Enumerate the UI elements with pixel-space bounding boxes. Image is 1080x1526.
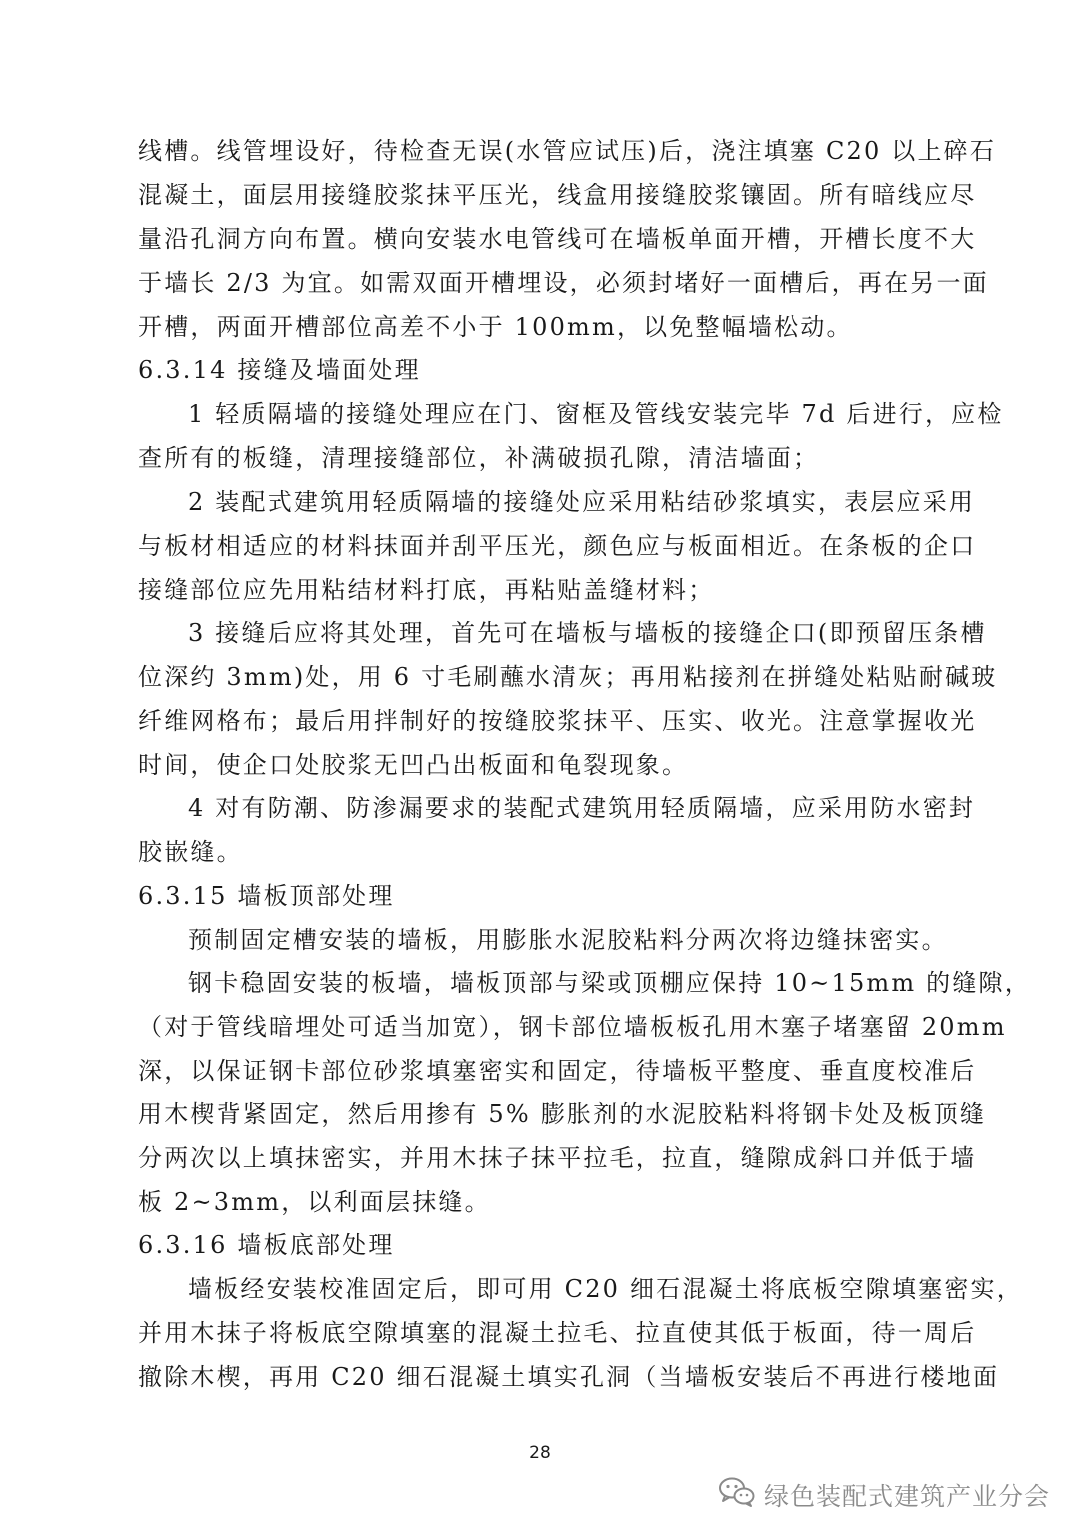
body-text-line: 与板材相适应的材料抹面并刮平压光，颜色应与板面相近。在条板的企口 bbox=[138, 532, 977, 560]
body-text-line: 接缝部位应先用粘结材料打底，再粘贴盖缝材料； bbox=[138, 576, 715, 604]
body-text-line: 撤除木楔，再用 C20 细石混凝土填实孔洞（当墙板安装后不再进行楼地面 bbox=[138, 1363, 1000, 1391]
list-item-text: 4 对有防潮、防渗漏要求的装配式建筑用轻质隔墙，应采用防水密封 bbox=[188, 794, 976, 822]
paragraph-text: 预制固定槽安装的墙板，用膨胀水泥胶粘料分两次将边缝抹密实。 bbox=[188, 926, 948, 954]
body-text-line: 位深约 3mm)处，用 6 寸毛刷蘸水清灰；再用粘接剂在拼缝处粘贴耐碱玻 bbox=[138, 663, 998, 691]
watermark bbox=[718, 1476, 1050, 1514]
list-item-text: 3 接缝后应将其处理，首先可在墙板与墙板的接缝企口(即预留压条槽 bbox=[188, 619, 987, 647]
list-item-text: 2 装配式建筑用轻质隔墙的接缝处应采用粘结砂浆填实，表层应采用 bbox=[188, 488, 976, 516]
paragraph-text: 墙板经安装校准固定后，即可用 C20 细石混凝土将底板空隙填塞密实， bbox=[188, 1275, 1023, 1303]
section-heading: 6.3.14 接缝及墙面处理 bbox=[138, 356, 421, 384]
body-text-line: 深，以保证钢卡部位砂浆填塞密实和固定，待墙板平整度、垂直度校准后 bbox=[138, 1057, 977, 1085]
body-text-line: 于墙长 2/3 为宜。如需双面开槽埋设，必须封堵好一面槽后，再在另一面 bbox=[138, 269, 989, 297]
body-text-line: 量沿孔洞方向布置。横向安装水电管线可在墙板单面开槽，开槽长度不大 bbox=[138, 225, 977, 253]
list-item-text: 1 轻质隔墙的接缝处理应在门、窗框及管线安装完毕 7d 后进行，应检 bbox=[188, 400, 1004, 428]
body-text-line: 线槽。线管埋设好，待检查无误(水管应试压)后，浇注填塞 C20 以上碎石 bbox=[138, 137, 997, 165]
body-text-line: 分两次以上填抹密实，并用木抹子抹平拉毛，拉直，缝隙成斜口并低于墙 bbox=[138, 1144, 977, 1172]
body-text-line: 时间，使企口处胶浆无凹凸出板面和龟裂现象。 bbox=[138, 751, 689, 779]
body-text-line: 并用木抹子将板底空隙填塞的混凝土拉毛、拉直使其低于板面，待一周后 bbox=[138, 1319, 977, 1347]
body-text-line: 纤维网格布；最后用拌制好的按缝胶浆抹平、压实、收光。注意掌握收光 bbox=[138, 707, 977, 735]
body-text-line: （对于管线暗埋处可适当加宽），钢卡部位墙板板孔用木塞子堵塞留 20mm bbox=[138, 1013, 1007, 1041]
page-number: 28 bbox=[529, 1443, 551, 1463]
watermark-text: 绿色装配式建筑产业分会 bbox=[763, 1482, 1050, 1511]
section-heading: 6.3.16 墙板底部处理 bbox=[138, 1231, 395, 1259]
paragraph-text: 钢卡稳固安装的板墙，墙板顶部与梁或顶棚应保持 10~15mm 的缝隙， bbox=[188, 969, 1031, 997]
wechat-icon bbox=[718, 1476, 756, 1514]
body-text-line: 胶嵌缝。 bbox=[138, 838, 243, 866]
body-text-line: 开槽，两面开槽部位高差不小于 100mm，以免整幅墙松动。 bbox=[138, 313, 853, 341]
body-text-line: 用木楔背紧固定，然后用掺有 5% 膨胀剂的水泥胶粘料将钢卡处及板顶缝 bbox=[138, 1100, 987, 1128]
section-heading: 6.3.15 墙板顶部处理 bbox=[138, 882, 395, 910]
body-text-line: 查所有的板缝，清理接缝部位，补满破损孔隙，清洁墙面； bbox=[138, 444, 820, 472]
body-text-line: 混凝土，面层用接缝胶浆抹平压光，线盒用接缝胶浆镶固。所有暗线应尽 bbox=[138, 181, 977, 209]
body-text-line: 板 2~3mm，以利面层抹缝。 bbox=[138, 1188, 491, 1216]
